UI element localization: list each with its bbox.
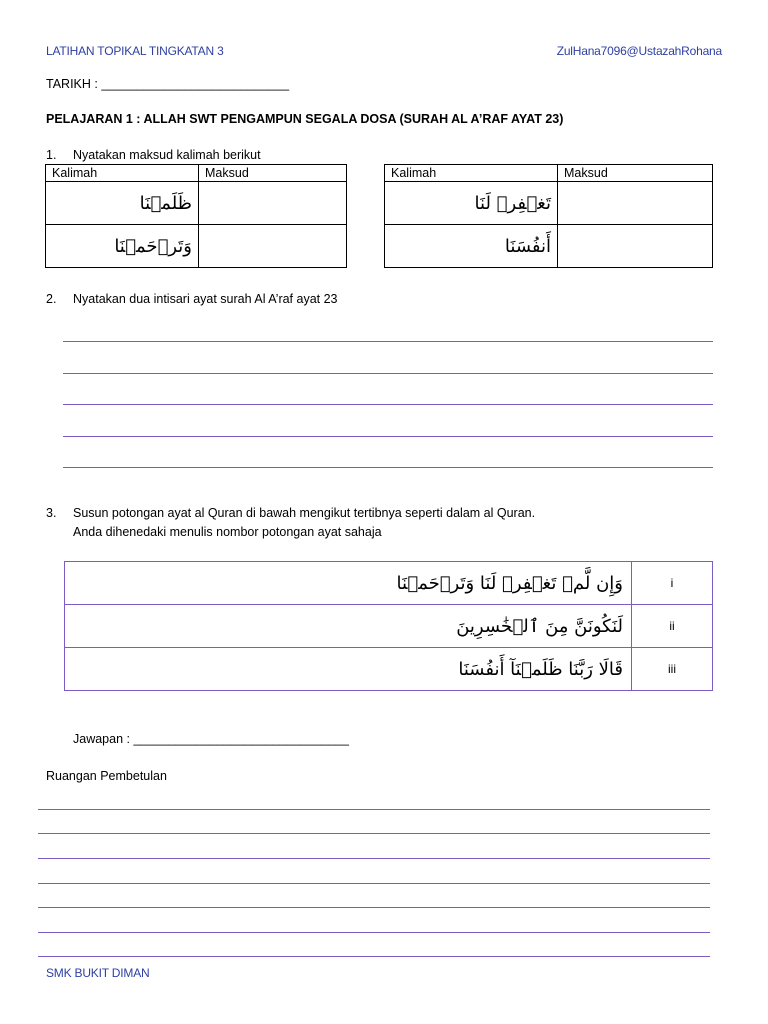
col-maksud: Maksud [558, 165, 713, 182]
correction-line[interactable] [38, 932, 710, 933]
kalimah-cell: تَغۡفِرۡ لَنَا [385, 182, 558, 225]
col-maksud: Maksud [199, 165, 347, 182]
q3-text-line1: Susun potongan ayat al Quran di bawah mengikut tertibnya seperti dalam al Quran. [73, 506, 536, 520]
lesson-title: PELAJARAN 1 : ALLAH SWT PENGAMPUN SEGALA DOSA (SURAH AL A’RAF AYAT 23) [46, 112, 564, 126]
answer-line[interactable] [63, 467, 713, 468]
q1-table-right [384, 164, 713, 268]
q2-number: 2. [46, 292, 57, 306]
q1-table-left [45, 164, 347, 268]
answer-field[interactable]: Jawapan : _______________________________ [73, 732, 349, 746]
correction-line[interactable] [38, 809, 710, 810]
ayat-fragment: لَنَكُونَنَّ مِنَ ٱلۡخَٰسِرِينَ [65, 605, 632, 648]
kalimah-cell: ظَلَمۡنَا [46, 182, 199, 225]
correction-line[interactable] [38, 956, 710, 957]
q3-number: 3. [46, 506, 57, 520]
q2-text: Nyatakan dua intisari ayat surah Al A’raf ayat 23 [73, 292, 338, 306]
maksud-answer-cell[interactable] [558, 225, 713, 268]
maksud-answer-cell[interactable] [558, 182, 713, 225]
q1-text: Nyatakan maksud kalimah berikut [73, 148, 261, 162]
q3-text-line2: Anda dihenedaki menulis nombor potongan ayat sahaja [73, 525, 382, 539]
correction-line[interactable] [38, 858, 710, 859]
ayat-number: iii [632, 648, 713, 691]
kalimah-cell: أَنفُسَنَا [385, 225, 558, 268]
correction-line[interactable] [38, 833, 710, 834]
date-field[interactable]: TARIKH : ___________________________ [46, 77, 290, 91]
kalimah-cell: وَتَرۡحَمۡنَا [46, 225, 199, 268]
ayat-fragment: قَالَا رَبَّنَا ظَلَمۡنَآ أَنفُسَنَا [65, 648, 632, 691]
header-left: LATIHAN TOPIKAL TINGKATAN 3 [46, 44, 224, 58]
answer-line[interactable] [63, 436, 713, 437]
maksud-answer-cell[interactable] [199, 225, 347, 268]
q3-ayat-table [64, 561, 713, 691]
correction-label: Ruangan Pembetulan [46, 769, 167, 783]
answer-line[interactable] [63, 373, 713, 374]
correction-line[interactable] [38, 907, 710, 908]
footer-school: SMK BUKIT DIMAN [46, 966, 150, 980]
col-kalimah: Kalimah [46, 165, 199, 182]
ayat-number: ii [632, 605, 713, 648]
correction-line[interactable] [38, 883, 710, 884]
q1-number: 1. [46, 148, 57, 162]
header-right: ZulHana7096@UstazahRohana [556, 44, 722, 58]
col-kalimah: Kalimah [385, 165, 558, 182]
answer-line[interactable] [63, 404, 713, 405]
ayat-number: i [632, 562, 713, 605]
ayat-fragment: وَإِن لَّمۡ تَغۡفِرۡ لَنَا وَتَرۡحَمۡنَا [65, 562, 632, 605]
answer-line[interactable] [63, 341, 713, 342]
maksud-answer-cell[interactable] [199, 182, 347, 225]
